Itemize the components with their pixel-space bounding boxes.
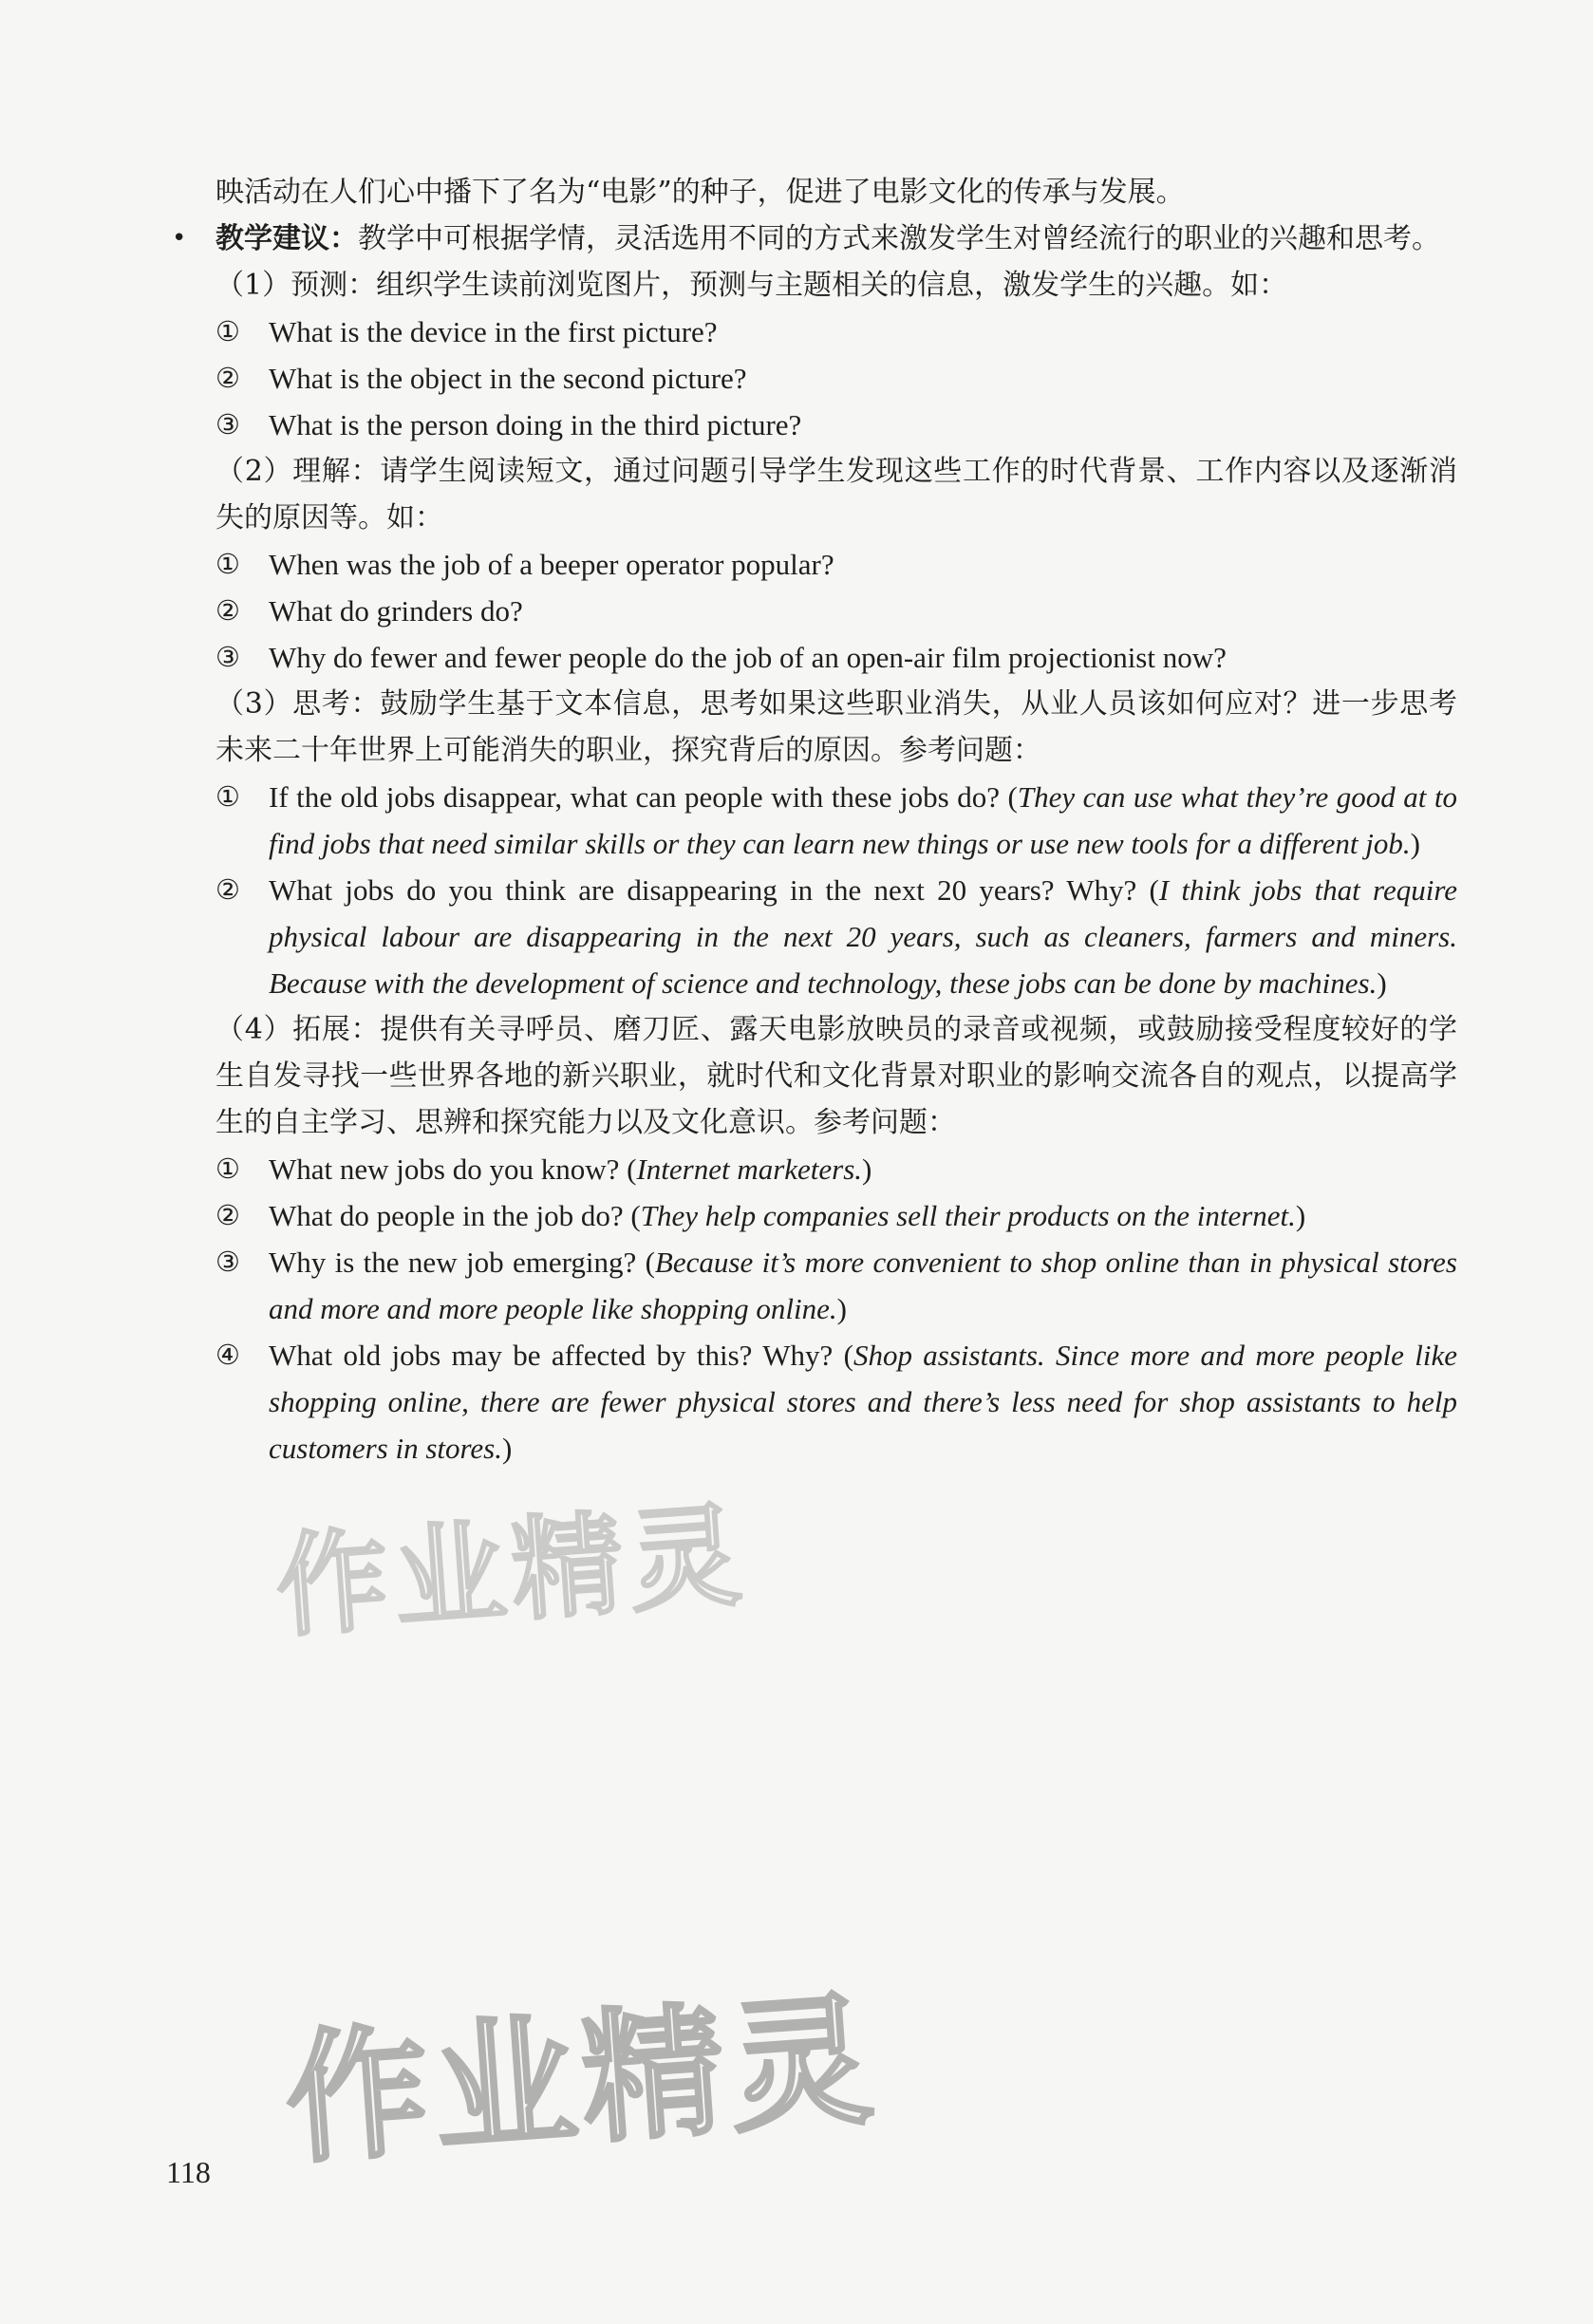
answer-text: Internet marketers. [636, 1153, 863, 1186]
list-item [166, 634, 1457, 681]
section-extend-heading: （4）拓展：提供有关寻呼员、磨刀匠、露天电影放映员的录音或视频，或鼓励接受程度较好的学生自发寻找一些世界各地的新兴职业，就时代和文化背景对职业的影响交流各自的观点，以提高学生的自主学习、思辨和探究能力以及文化意识。参考问题： [216, 1013, 1457, 1139]
item-number: ② [216, 873, 240, 906]
answer-text: They can use what they’re good at to find jobs that need similar skills or they can learn new things or use new tools for a different job. [269, 780, 1458, 860]
question-text: What do grinders do? [269, 594, 523, 628]
list-item [166, 1239, 1457, 1332]
list-item [166, 541, 1457, 588]
close-paren: ) [1410, 827, 1420, 860]
teaching-suggestion-text: 教学中可根据学情，灵活选用不同的方式来激发学生对曾经流行的职业的兴趣和思考。 [358, 222, 1440, 255]
section-comprehend-heading: （2）理解：请学生阅读短文，通过问题引导学生发现这些工作的时代背景、工作内容以及逐渐消失的原因等。如： [216, 455, 1457, 534]
item-number: ② [216, 362, 240, 394]
question-text: When was the job of a beeper operator popular? [269, 548, 834, 581]
answer-text: I think jobs that require physical labour are disappearing in the next 20 years, such as cleaners, farmers and miners. Because with the development of science and technology, these jobs can be done by machines. [269, 873, 1457, 1000]
document-body [166, 169, 1457, 1471]
intro-line: 映活动在人们心中播下了名为“电影”的种子，促进了电影文化的传承与发展。 [216, 176, 1185, 209]
item-number: ① [216, 780, 240, 813]
close-paren: ) [862, 1153, 872, 1186]
section-think-heading: （3）思考：鼓励学生基于文本信息，思考如果这些职业消失，从业人员该如何应对？进一步思考未来二十年世界上可能消失的职业，探究背后的原因。参考问题： [216, 687, 1457, 767]
list-item [166, 1332, 1457, 1471]
watermark-overlay: 作业精灵 [272, 1489, 751, 1654]
question-text: If the old jobs disappear, what can people with these jobs do? ( [269, 780, 1018, 814]
question-text: What is the person doing in the third picture? [269, 408, 802, 441]
close-paren: ) [836, 1292, 847, 1325]
close-paren: ) [1295, 1199, 1306, 1232]
item-number: ④ [216, 1339, 240, 1371]
item-number: ③ [216, 1246, 240, 1278]
item-number: ① [216, 548, 240, 580]
list-item [166, 774, 1457, 867]
question-text: What is the object in the second picture? [269, 362, 747, 395]
question-text: Why do fewer and fewer people do the job of an open-air film projectionist now? [269, 641, 1227, 674]
close-paren: ) [1377, 966, 1387, 1000]
page-number: 118 [166, 2155, 211, 2189]
item-number: ② [216, 594, 240, 627]
item-number: ③ [216, 408, 240, 440]
answer-text: Because it’s more convenient to shop online than in physical stores and more and more people like shopping online. [269, 1246, 1457, 1325]
item-number: ② [216, 1199, 240, 1231]
question-text: What old jobs may be affected by this? Why? ( [269, 1339, 853, 1372]
item-number: ③ [216, 641, 240, 673]
list-item [166, 309, 1457, 355]
question-text: Why is the new job emerging? ( [269, 1246, 655, 1279]
answer-text: They help companies sell their products on the internet. [640, 1199, 1296, 1232]
list-item [166, 355, 1457, 402]
list-item [166, 867, 1457, 1006]
item-number: ① [216, 1153, 240, 1185]
list-item [166, 1146, 1457, 1192]
teaching-suggestion-label: 教学建议： [216, 222, 358, 255]
question-text: What do people in the job do? ( [269, 1199, 641, 1232]
bullet-icon: • [172, 224, 187, 253]
teaching-suggestion [166, 216, 1457, 262]
list-item [166, 1192, 1457, 1239]
section-predict-heading: （1）预测：组织学生读前浏览图片，预测与主题相关的信息，激发学生的兴趣。如： [216, 269, 1288, 302]
watermark-logo: 作业精灵 [280, 1977, 884, 2184]
question-text: What new jobs do you know? ( [269, 1153, 637, 1186]
question-text: What is the device in the first picture? [269, 315, 718, 348]
answer-text: Shop assistants. Since more and more people like shopping online, there are fewer physical stores and there’s less need for shop assistants to help customers in stores. [269, 1339, 1457, 1465]
list-item [166, 588, 1457, 634]
question-text: What jobs do you think are disappearing in the next 20 years? Why? ( [269, 873, 1159, 907]
close-paren: ) [502, 1432, 513, 1465]
list-item [166, 402, 1457, 448]
item-number: ① [216, 315, 240, 347]
